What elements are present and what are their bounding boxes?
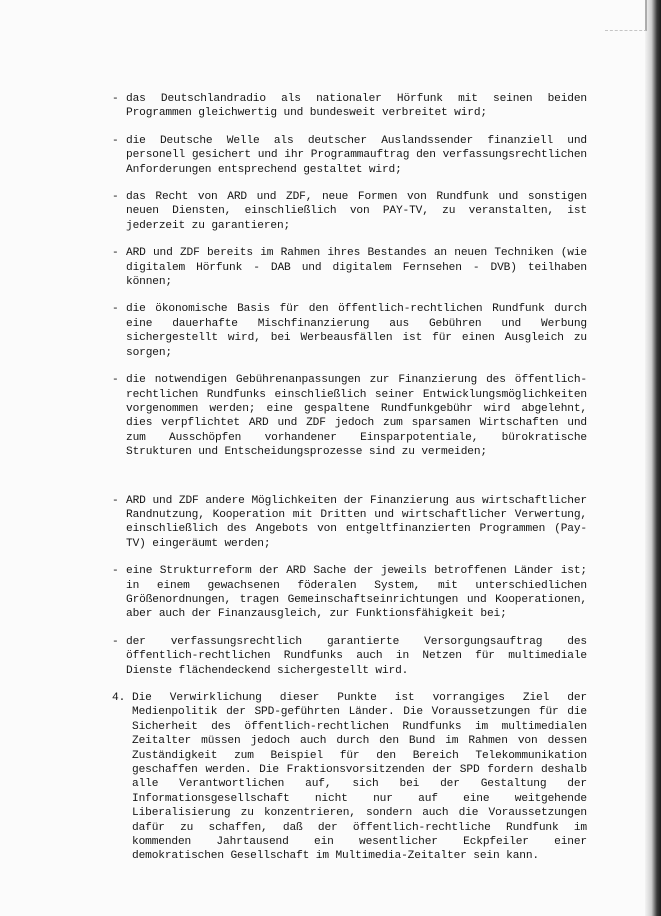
- list-item: [112, 246, 587, 289]
- list-item: [112, 373, 587, 459]
- list-item: [112, 564, 587, 622]
- list-marker: -: [112, 635, 119, 648]
- list-item-text: das Recht von ARD und ZDF, neue Formen von Rundfunk und sonstigen neuen Diensten, einschließlich von PAY-TV, zu veranstalten, ist jederzeit zu garantieren;: [126, 191, 587, 232]
- list-item-text: ARD und ZDF andere Möglichkeiten der Finanzierung aus wirtschaftlicher Randnutzung, Kooperation mit Dritten und wirtschaftlicher Verwertung, einschließlich des Angebots von entgeltfinanzierten Programmen (Pay-TV) eingeräumt werden;: [126, 494, 587, 550]
- paragraph-number: 4.: [112, 692, 126, 704]
- list-marker: -: [112, 374, 119, 387]
- list-item-text: ARD und ZDF bereits im Rahmen ihres Bestandes an neuen Techniken (wie digitalem Hörfunk - DAB und digitalem Fernsehen - DVB) teilhaben können;: [126, 247, 587, 289]
- list-item-text: die notwendigen Gebührenanpassungen zur Finanzierung des öffentlich-rechtlichen Rundfunks einschließlich seiner Entwicklungsmöglichkeiten vorgenommen werden; eine gespaltene Rundfunkgebühr wird abgelehnt, dies verpflichtet ARD und ZDF jedoch zum sparsamen Wirtschaften und zum Ausschöpfen vorhandener Einsparpotentiale, bürokratische Strukturen und Entscheidungsprozesse sind zu vermeiden;: [126, 374, 587, 459]
- list-item-text: das Deutschlandradio als nationaler Hörfunk mit seinen beiden Programmen gleichwertig und bundesweit verbreitet wird;: [126, 93, 587, 120]
- list-marker: -: [112, 93, 119, 105]
- list-item-text: die Deutsche Welle als deutscher Auslandssender finanziell und personell gesichert und ihr Programmauftrag den verfassungsrechtlichen Anforderungen entsprechend gestaltet wird;: [126, 134, 587, 176]
- scanned-page-edge: [645, 0, 661, 916]
- list-item: [112, 494, 587, 552]
- list-marker: -: [112, 494, 119, 507]
- list-item-text: der verfassungsrechtlich garantierte Versorgungsauftrag des öffentlich-rechtlichen Rundfunks auch in Netzen für multimediale Dienste flächendeckend sichergestellt wird.: [126, 635, 587, 677]
- paragraph-text: Die Verwirklichung dieser Punkte ist vorrangiges Ziel der Medienpolitik der SPD-geführten Länder. Die Voraussetzungen für die Sicherheit des öffentlich-rechtlichen Rundfunks im multimedialen Zeitalter müssen jedoch auch durch den Bund im Rahmen von dessen Zuständigkeit zum Beispiel für den Bereich Telekommunikation geschaffen werden. Die Fraktionsvorsitzenden der SPD fordern deshalb alle Verantwortlichen auf, sich bei der Gestaltung der Informationsgesellschaft nicht nur auf eine weitgehende Liberalisierung zu konzentrieren, sondern auch die Voraussetzungen dafür zu schaffen, daß der öffentlich-rechtliche Rundfunk im kommenden Jahrtausend ein wesentlicher Eckpfeiler einer demokratischen Gesellschaft im Multimedia-Zeitalter sein kann.: [132, 692, 587, 863]
- list-marker: -: [112, 134, 119, 147]
- list-item: [112, 134, 587, 177]
- list-item: [112, 190, 587, 233]
- corner-punch-mark: [605, 0, 647, 31]
- list-item: [112, 92, 587, 121]
- document-body: [112, 92, 587, 864]
- numbered-paragraph: [112, 691, 587, 864]
- list-item-text: eine Strukturreform der ARD Sache der jeweils betroffenen Länder ist; in einem gewachsenen föderalen System, mit unterschiedlichen Größenordnungen, tragen Gemeinschaftseinrichtungen und Kooperationen, aber auch der Finanzausgleich, zur Funktionsfähigkeit bei;: [126, 565, 587, 621]
- list-item-text: die ökonomische Basis für den öffentlich-rechtlichen Rundfunk durch eine dauerhafte Mischfinanzierung aus Gebühren und Werbung sichergestellt wird, bei Werbeausfällen ist für einen Ausgleich zu sorgen;: [126, 303, 587, 359]
- list-marker: -: [112, 565, 119, 578]
- list-marker: -: [112, 247, 119, 260]
- list-marker: -: [112, 191, 119, 204]
- list-item: [112, 635, 587, 678]
- list-item: [112, 302, 587, 360]
- list-marker: -: [112, 303, 119, 316]
